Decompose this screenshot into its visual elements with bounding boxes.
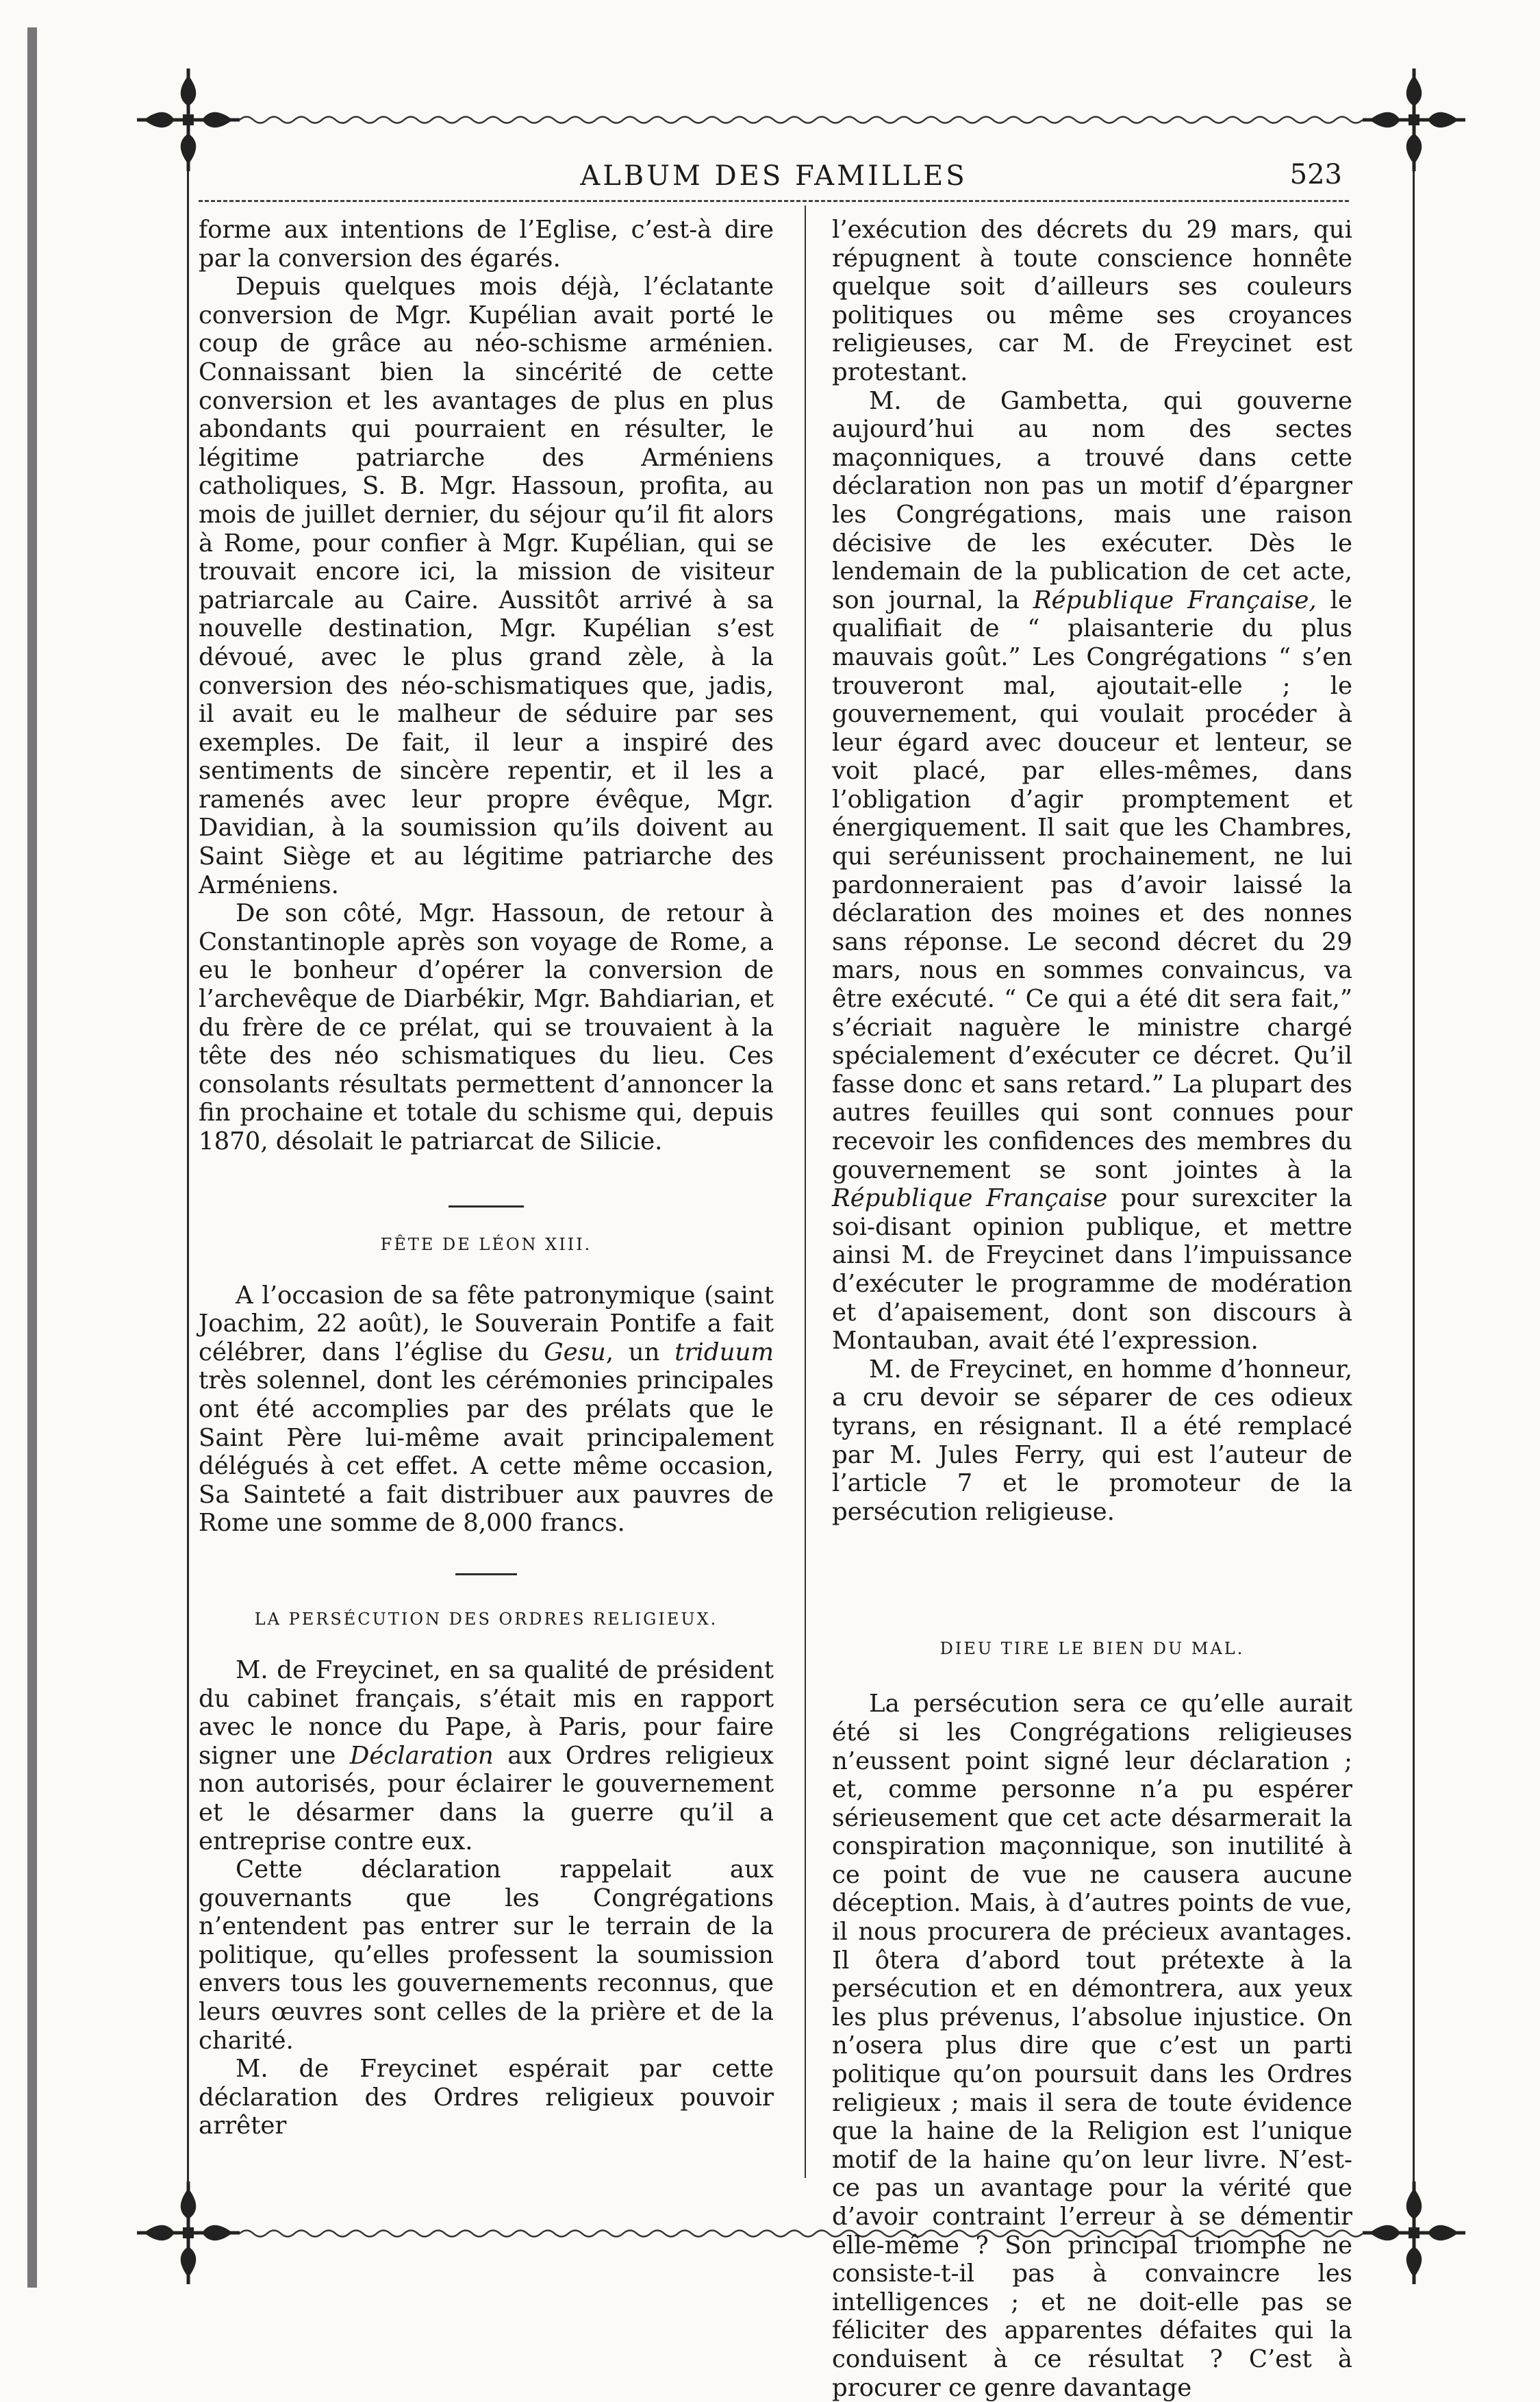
page-edge-left xyxy=(27,27,37,2288)
paragraph: Depuis quelques mois déjà, l’éclatante conversion de Mgr. Kupélian avait porté le coup de grâce au néo-schisme arménien. Connaissant bien la sincérité de cette conversion et les avantages de plus en plus abondants qui pourraient en résulter, le légitime patriarche des Arméniens catholiques, S. B. Mgr. Hassoun, profita, au mois de juillet dernier, du séjour qu’il fit alors à Rome, pour confier à Mgr. Kupélian, qui se trouvait encore ici, la mission de visiteur patriarcale au Caire. Aussitôt arrivé à sa nouvelle destination, Mgr. Kupélian s’est dévoué, avec le plus grand zèle, à la conversion des néo-schismatiques que, jadis, il avait eu le malheur de séduire par ses exemples. De fait, il leur a inspiré des sentiments de sincère repentir, et il les a ramenés avec leur propre évêque, Mgr. Davidian, à la soumission qu’ils doivent au Saint Siège et au légitime patriarche des Arméniens. xyxy=(199,273,774,899)
section-heading: LA PERSÉCUTION DES ORDRES RELIGIEUX. xyxy=(254,1609,718,1629)
right-column xyxy=(832,216,1352,2402)
paragraph: La persécution sera ce qu’elle aurait été si les Congrégations religieuses n’eussent point signé leur déclaration ; et, comme personne n’a pu espérer sérieusement que cet acte désarmerait la conspiration maçonnique, son inutilité à ce point de vue ne causera aucune déception. Mais, à d’autres points de vue, il nous procurera de précieux avantages. Il ôtera d’abord tout prétexte à la persécution et en démontrera, aux yeux les plus prévenus, l’absolue injustice. On n’osera plus dire que c’est un parti politique qu’on poursuit dans les Ordres religieux ; mais il sera de toute évidence que la haine de la Religion est l’unique motif de la haine qu’on leur livre. N’est-ce pas un avantage pour la vérité que d’avoir contraint l’erreur à se démentir elle-même ? Son principal triomphe ne consiste-t-il pas à convaincre les intelligences ; et ne doit-elle pas se féliciter des apparentes défaites qui la conduisent à ce résultat ? C’est à procurer ce genre davantage xyxy=(832,1690,1352,2402)
paragraph: M. de Freycinet, en homme d’honneur, a cru devoir se séparer de ces odieux tyrans, en résignant. Il a été remplacé par M. Jules Ferry, qui est l’auteur de l’article 7 et le promoteur de la persécution religieuse. xyxy=(832,1355,1352,1526)
corner-ornament-top-right xyxy=(1363,68,1465,171)
header-rule xyxy=(199,200,1349,202)
running-header xyxy=(199,155,1349,196)
section-rule xyxy=(455,1573,517,1575)
journal-title: ALBUM DES FAMILLES xyxy=(580,160,968,192)
paragraph: Cette déclaration rappelait aux gouvernants que les Congrégations n’entendent pas entrer sur le terrain de la politique, qu’elles professent la soumission envers tous les gouvernements reconnus, que leurs œuvres sont celles de la prière et de la charité. xyxy=(199,1855,774,2055)
section-heading: FÊTE DE LÉON XIII. xyxy=(380,1234,592,1254)
left-column xyxy=(199,216,774,2140)
corner-ornament-bottom-left xyxy=(137,2181,240,2284)
section-rule xyxy=(449,1205,524,1208)
paragraph: M. de Gambetta, qui gouverne aujourd’hui au nom des sectes maçonniques, a trouvé dans cette déclaration non pas un motif d’épargner les Congrégations, mais une raison décisive de les exécuter. Dès le lendemain de la publication de cet acte, son journal, la République Française, le qualifiait de “ plaisanterie du plus mauvais goût.” Les Congrégations “ s’en trouveront mal, ajoutait-elle ; le gouvernement, qui voulait procéder à leur égard avec douceur et lenteur, se voit placé, par elles-mêmes, dans l’obligation d’agir promptement et énergiquement. Il sait que les Chambres, qui seréunissent prochainement, ne lui pardonneraient pas d’avoir laissé la déclaration des moines et des nonnes sans réponse. Le second décret du 29 mars, nous en sommes convaincus, va être exécuté. “ Ce qui a été dit sera fait,” s’écriait naguère le ministre chargé spécialement d’exécuter ce décret. Qu’il fasse donc et sans retard.” La plupart des autres feuilles qui sont connues pour recevoir les confidences des membres du gouvernement se sont jointes à la République Française pour surexciter la soi-disant opinion publique, et mettre ainsi M. de Freycinet dans l’impuissance d’exécuter le programme de modération et d’apaisement, dont son discours à Montauban, avait été l’expression. xyxy=(832,386,1352,1355)
paragraph: De son côté, Mgr. Hassoun, de retour à Constantinople après son voyage de Rome, a eu le bonheur d’opérer la conversion de l’archevêque de Diarbékir, Mgr. Bahdiarian, et du frère de ce prélat, qui se trouvaient à la tête des néo schismatiques du lieu. Ces consolants résultats permettent d’annoncer la fin prochaine et totale du schisme qui, depuis 1870, désolait le patriarcat de Silicie. xyxy=(199,899,774,1155)
paragraph: forme aux intentions de l’Eglise, c’est-à dire par la conversion des égarés. xyxy=(199,216,774,273)
corner-ornament-bottom-right xyxy=(1363,2181,1465,2284)
paragraph: M. de Freycinet espérait par cette déclaration des Ordres religieux pouvoir arrêter xyxy=(199,2055,774,2140)
column-divider xyxy=(805,205,806,2178)
paragraph: A l’occasion de sa fête patronymique (saint Joachim, 22 août), le Souverain Pontife a fait célébrer, dans l’église du Gesu, un triduum très solennel, dont les cérémonies principales ont été accomplies par des prélats que le Saint Père lui-même avait principalement délégués à cet effet. A cette même occasion, Sa Sainteté a fait distribuer aux pauvres de Rome une somme de 8,000 francs. xyxy=(199,1281,774,1538)
paragraph: M. de Freycinet, en sa qualité de président du cabinet français, s’était mis en rapport avec le nonce du Pape, à Paris, pour faire signer une Déclaration aux Ordres religieux non autorisés, pour éclairer le gouvernement et le désarmer dans la guerre qu’il a entreprise contre eux. xyxy=(199,1655,774,1855)
border-right-rule xyxy=(1413,171,1415,2185)
border-top-rule xyxy=(240,114,1363,126)
border-left-rule xyxy=(187,171,189,2185)
page-number: 523 xyxy=(1289,159,1342,190)
paragraph: l’exécution des décrets du 29 mars, qui répugnent à toute conscience honnête quelque soit d’ailleurs ses couleurs politiques ou même ses croyances religieuses, car M. de Freycinet est protestant. xyxy=(832,216,1352,386)
section-heading: DIEU TIRE LE BIEN DU MAL. xyxy=(939,1639,1245,1659)
